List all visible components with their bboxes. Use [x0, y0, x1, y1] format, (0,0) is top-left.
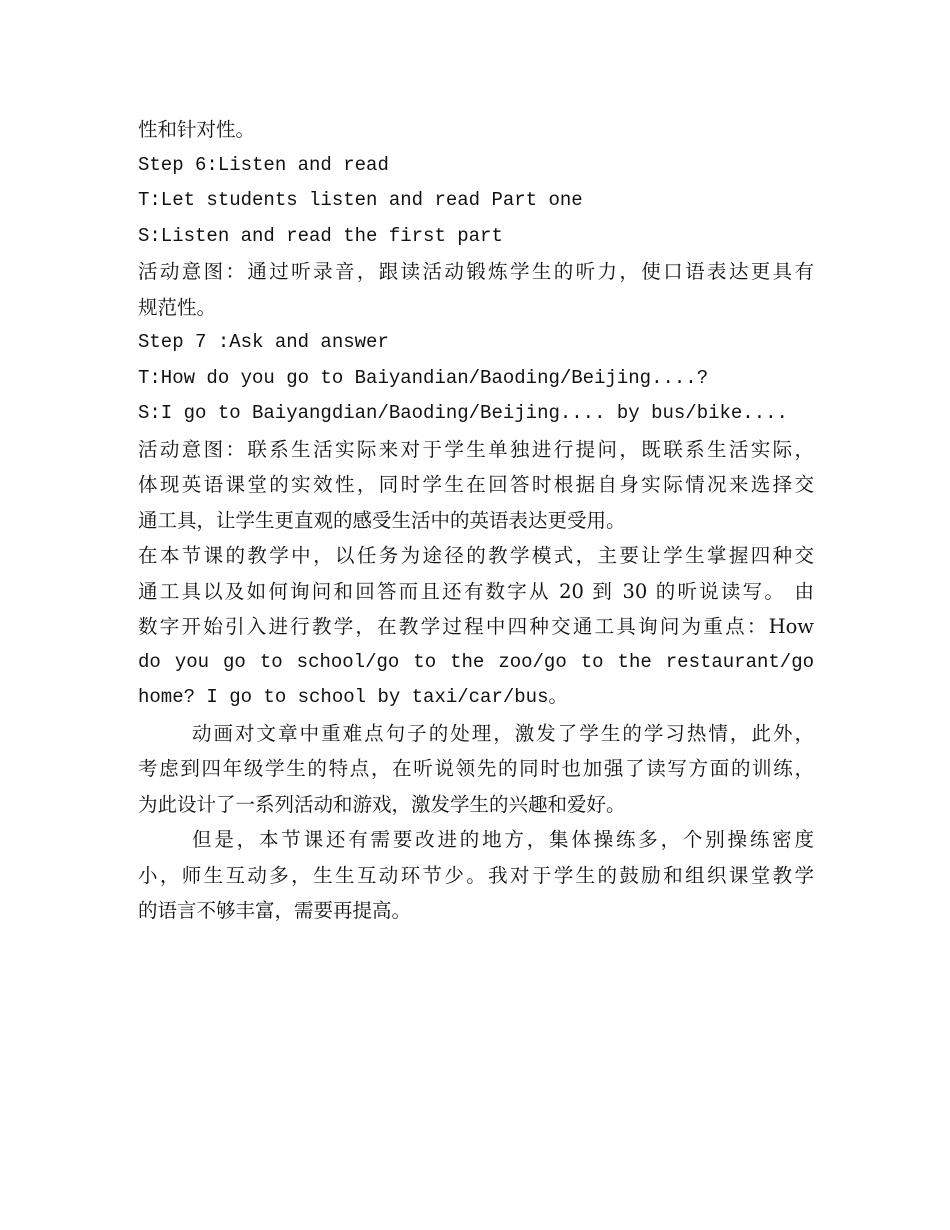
text-line: 的语言不够丰富，需要再提高。: [138, 899, 412, 922]
text-line: home? I go to school by taxi/car/bus。: [138, 686, 568, 708]
text-line: S:I go to Baiyangdian/Baoding/Beijing.... by bus/bike....: [138, 402, 788, 424]
text-line: 为此设计了一系列活动和游戏，激发学生的兴趣和爱好。: [138, 792, 626, 816]
text-line: 通工具，让学生更直观的感受生活中的英语表达更受用。: [138, 508, 626, 532]
text-line: 活动意图：通过听录音，跟读活动锻炼学生的听力，使口语表达更具有: [138, 260, 814, 283]
text-line: Step 6:Listen and read: [138, 153, 389, 176]
text-line: 活动意图：联系生活实际来对于学生单独进行提问，既联系生活实际，: [138, 437, 814, 461]
text-line: 考虑到四年级学生的特点，在听说领先的同时也加强了读写方面的训练，: [138, 757, 814, 780]
text-line: T:How do you go to Baiyandian/Baoding/Beijing....?: [138, 366, 709, 389]
text-line: 通工具以及如何询问和回答而且还有数字从 20 到 30 的听说读写。 由: [138, 579, 814, 603]
text-line: 体现英语课堂的实效性，同时学生在回答时根据自身实际情况来选择交: [138, 473, 814, 496]
text-line: 动画对文章中重难点句子的处理，激发了学生的学习热情，此外，: [192, 721, 814, 745]
text-line: 在本节课的教学中，以任务为途径的教学模式，主要让学生掌握四种交: [138, 544, 814, 567]
text-line: do you go to school/go to the zoo/go to the restaurant/go: [138, 650, 814, 673]
text-line: 性和针对性。: [138, 118, 256, 141]
document-body: [138, 112, 814, 929]
text-line: T:Let students listen and read Part one: [138, 189, 583, 211]
text-line: 小，师生互动多，生生互动环节少。我对于学生的鼓励和组织课堂教学: [138, 863, 814, 887]
text-line: 数字开始引入进行教学，在教学过程中四种交通工具询问为重点：How: [138, 615, 814, 638]
text-line: S:Listen and read the first part: [138, 224, 503, 247]
text-line: 但是，本节课还有需要改进的地方，集体操练多，个别操练密度: [192, 828, 814, 851]
text-line: 规范性。: [138, 295, 217, 319]
text-line: Step 7 :Ask and answer: [138, 331, 389, 353]
